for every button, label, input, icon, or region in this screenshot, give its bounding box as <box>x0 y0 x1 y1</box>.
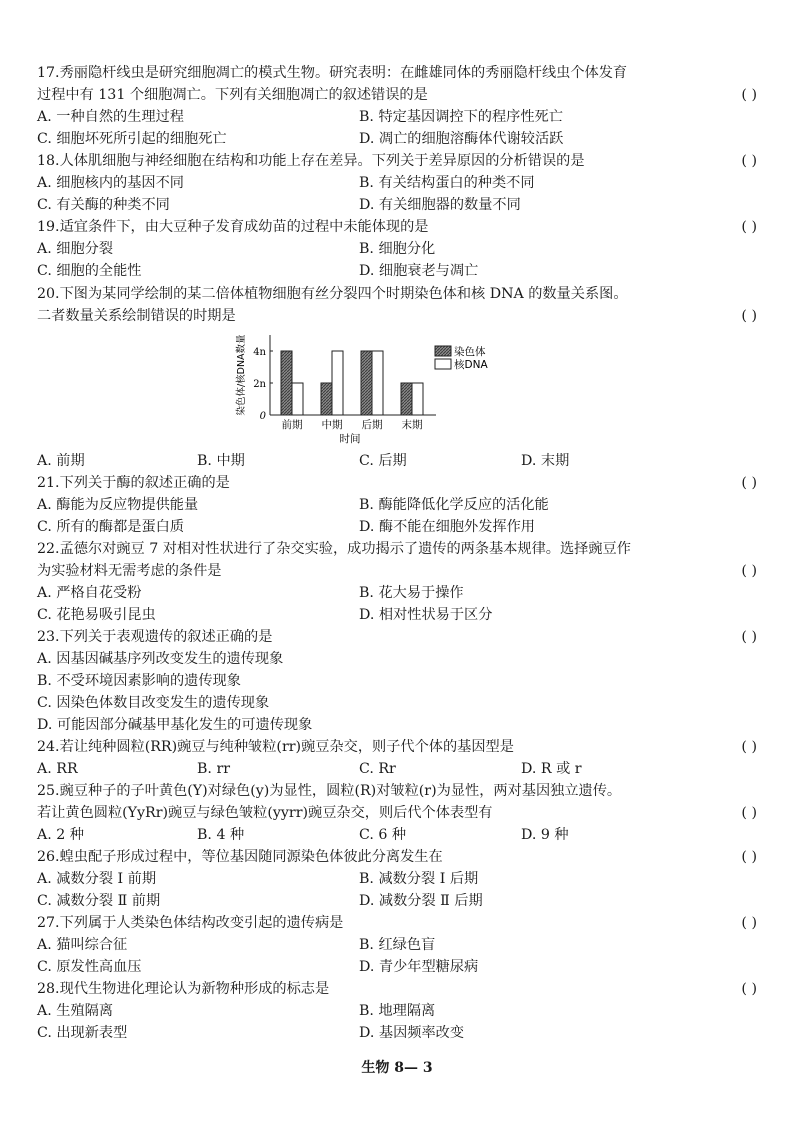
option-b: B. 4 种 <box>197 827 245 843</box>
bar <box>401 383 412 415</box>
option-c: C. 后期 <box>359 453 407 469</box>
question-stem: 21.下列关于酶的叙述正确的是 ( ) <box>37 472 757 494</box>
answer-blank[interactable]: ( ) <box>741 308 757 324</box>
option-b: B. rr <box>197 761 231 777</box>
option-d: D. 酶不能在细胞外发挥作用 <box>359 519 535 535</box>
legend-swatch <box>435 346 451 356</box>
answer-blank[interactable]: ( ) <box>741 849 757 865</box>
bar <box>412 383 423 415</box>
option-d: D. 基因频率改变 <box>359 1025 465 1041</box>
option-a: A. 细胞分裂 <box>37 241 114 257</box>
question-20-options <box>37 450 757 472</box>
option-b: B. 减数分裂 Ⅰ 后期 <box>359 871 479 887</box>
option-c: C. 原发性高血压 <box>37 959 142 975</box>
legend-swatch <box>435 359 451 369</box>
option-b: B. 细胞分化 <box>359 241 436 257</box>
bar <box>281 351 292 415</box>
option-c: C. 6 种 <box>359 827 407 843</box>
option-a: A. 严格自花受粉 <box>37 585 142 601</box>
option-a: A. RR <box>37 761 78 777</box>
question-24 <box>37 736 757 780</box>
bar <box>292 383 303 415</box>
page-footer: 生物 8— 3 <box>361 1060 433 1076</box>
answer-blank[interactable]: ( ) <box>741 629 757 645</box>
question-stem: 17.秀丽隐杆线虫是研究细胞凋亡的模式生物。研究表明：在雌雄同体的秀丽隐杆线虫个体发育 <box>37 65 628 81</box>
option-a: A. 因基因碱基序列改变发生的遗传现象 <box>37 651 284 667</box>
option-d: D. 凋亡的细胞溶酶体代谢较活跃 <box>359 131 564 147</box>
option-a: A. 2 种 <box>37 827 84 843</box>
option-c: C. 因染色体数目改变发生的遗传现象 <box>37 695 270 711</box>
question-27 <box>37 912 757 978</box>
question-stem: 19.适宜条件下，由大豆种子发育成幼苗的过程中未能体现的是 ( ) <box>37 216 757 238</box>
option-a: A. 猫叫综合征 <box>37 937 128 953</box>
question-18 <box>37 150 757 216</box>
question-26 <box>37 846 757 912</box>
option-a: A. 生殖隔离 <box>37 1003 114 1019</box>
y-tick-label: 2n <box>253 379 266 390</box>
option-a: A. 一种自然的生理过程 <box>37 109 184 125</box>
y-tick-label: 0 <box>259 411 266 422</box>
bar <box>361 351 372 415</box>
y-tick-label: 4n <box>253 347 266 358</box>
option-b: B. 红绿色盲 <box>359 937 436 953</box>
question-stem: 过程中有 131 个细胞凋亡。下列有关细胞凋亡的叙述错误的是 ( ) <box>37 84 757 106</box>
option-d: D. 减数分裂 Ⅱ 后期 <box>359 893 483 909</box>
option-c: C. 细胞的全能性 <box>37 263 142 279</box>
option-d: D. 可能因部分碱基甲基化发生的可遗传现象 <box>37 717 313 733</box>
option-d: D. 有关细胞器的数量不同 <box>359 197 521 213</box>
answer-blank[interactable]: ( ) <box>741 981 757 997</box>
question-stem: 20.下图为某同学绘制的某二倍体植物细胞有丝分裂四个时期染色体和核 DNA 的数量关系图。 <box>37 286 628 302</box>
question-stem: 25.豌豆种子的子叶黄色(Y)对绿色(y)为显性，圆粒(R)对皱粒(r)为显性，两对基因独立遗传。 <box>37 783 622 799</box>
question-stem: 若让黄色圆粒(YyRr)豌豆与绿色皱粒(yyrr)豌豆杂交，则后代个体表型有 ( ) <box>37 802 757 824</box>
answer-blank[interactable]: ( ) <box>741 805 757 821</box>
answer-blank[interactable]: ( ) <box>741 219 757 235</box>
option-a: A. 细胞核内的基因不同 <box>37 175 184 191</box>
option-a: A. 减数分裂 Ⅰ 前期 <box>37 871 157 887</box>
option-d: D. 末期 <box>521 453 570 469</box>
option-a: A. 酶能为反应物提供能量 <box>37 497 199 513</box>
option-c: C. 细胞坏死所引起的细胞死亡 <box>37 131 227 147</box>
answer-blank[interactable]: ( ) <box>741 475 757 491</box>
legend-label: 染色体 <box>454 346 486 358</box>
bar <box>372 351 383 415</box>
answer-blank[interactable]: ( ) <box>741 915 757 931</box>
option-b: B. 不受环境因素影响的遗传现象 <box>37 673 241 689</box>
bar-chart <box>230 330 510 448</box>
question-stem: 为实验材料无需考虑的条件是 ( ) <box>37 560 757 582</box>
option-d: D. 青少年型糖尿病 <box>359 959 479 975</box>
option-c: C. 有关酶的种类不同 <box>37 197 170 213</box>
option-d: D. R 或 r <box>521 761 582 777</box>
option-c: C. 减数分裂 Ⅱ 前期 <box>37 893 161 909</box>
option-b: B. 酶能降低化学反应的活化能 <box>359 497 549 513</box>
question-28 <box>37 978 757 1044</box>
question-17 <box>37 62 757 150</box>
question-stem: 27.下列属于人类染色体结构改变引起的遗传病是 ( ) <box>37 912 757 934</box>
question-21 <box>37 472 757 538</box>
bar <box>321 383 332 415</box>
answer-blank[interactable]: ( ) <box>741 563 757 579</box>
option-a: A. 前期 <box>37 453 85 469</box>
option-d: D. 细胞衰老与凋亡 <box>359 263 479 279</box>
x-tick-label: 中期 <box>321 419 343 431</box>
bar <box>332 351 343 415</box>
question-23 <box>37 626 757 736</box>
x-tick-label: 前期 <box>281 419 303 431</box>
x-tick-label: 末期 <box>401 419 423 431</box>
question-stem: 18.人体肌细胞与神经细胞在结构和功能上存在差异。下列关于差异原因的分析错误的是 ( ) <box>37 150 757 172</box>
question-25 <box>37 780 757 846</box>
question-22 <box>37 538 757 626</box>
answer-blank[interactable]: ( ) <box>741 153 757 169</box>
option-c: C. 出现新表型 <box>37 1025 128 1041</box>
legend-label: 核DNA <box>454 359 488 371</box>
question-stem: 22.孟德尔对豌豆 7 对相对性状进行了杂交实验，成功揭示了遗传的两条基本规律。选择豌豆作 <box>37 541 631 557</box>
option-b: B. 有关结构蛋白的种类不同 <box>359 175 535 191</box>
y-axis-label: 染色体/核DNA数量 <box>236 334 247 416</box>
x-tick-label: 后期 <box>361 419 383 431</box>
question-19 <box>37 216 757 282</box>
answer-blank[interactable]: ( ) <box>741 739 757 755</box>
question-stem: 28.现代生物进化理论认为新物种形成的标志是 ( ) <box>37 978 757 1000</box>
question-stem: 26.蝗虫配子形成过程中，等位基因随同源染色体彼此分离发生在 ( ) <box>37 846 757 868</box>
option-b: B. 花大易于操作 <box>359 585 464 601</box>
question-stem: 23.下列关于表观遗传的叙述正确的是 ( ) <box>37 626 757 648</box>
option-d: D. 相对性状易于区分 <box>359 607 493 623</box>
question-stem: 二者数量关系绘制错误的时期是 ( ) <box>37 305 757 327</box>
x-axis-label: 时间 <box>339 433 361 445</box>
option-c: C. 所有的酶都是蛋白质 <box>37 519 185 535</box>
answer-blank[interactable]: ( ) <box>741 87 757 103</box>
option-c: C. 花艳易吸引昆虫 <box>37 607 156 623</box>
option-b: B. 特定基因调控下的程序性死亡 <box>359 109 563 125</box>
option-c: C. Rr <box>359 761 396 777</box>
option-b: B. 地理隔离 <box>359 1003 436 1019</box>
option-d: D. 9 种 <box>521 827 569 843</box>
option-b: B. 中期 <box>197 453 245 469</box>
question-20 <box>37 283 757 327</box>
question-stem: 24.若让纯种圆粒(RR)豌豆与纯种皱粒(rr)豌豆杂交，则子代个体的基因型是 ( ) <box>37 736 757 758</box>
